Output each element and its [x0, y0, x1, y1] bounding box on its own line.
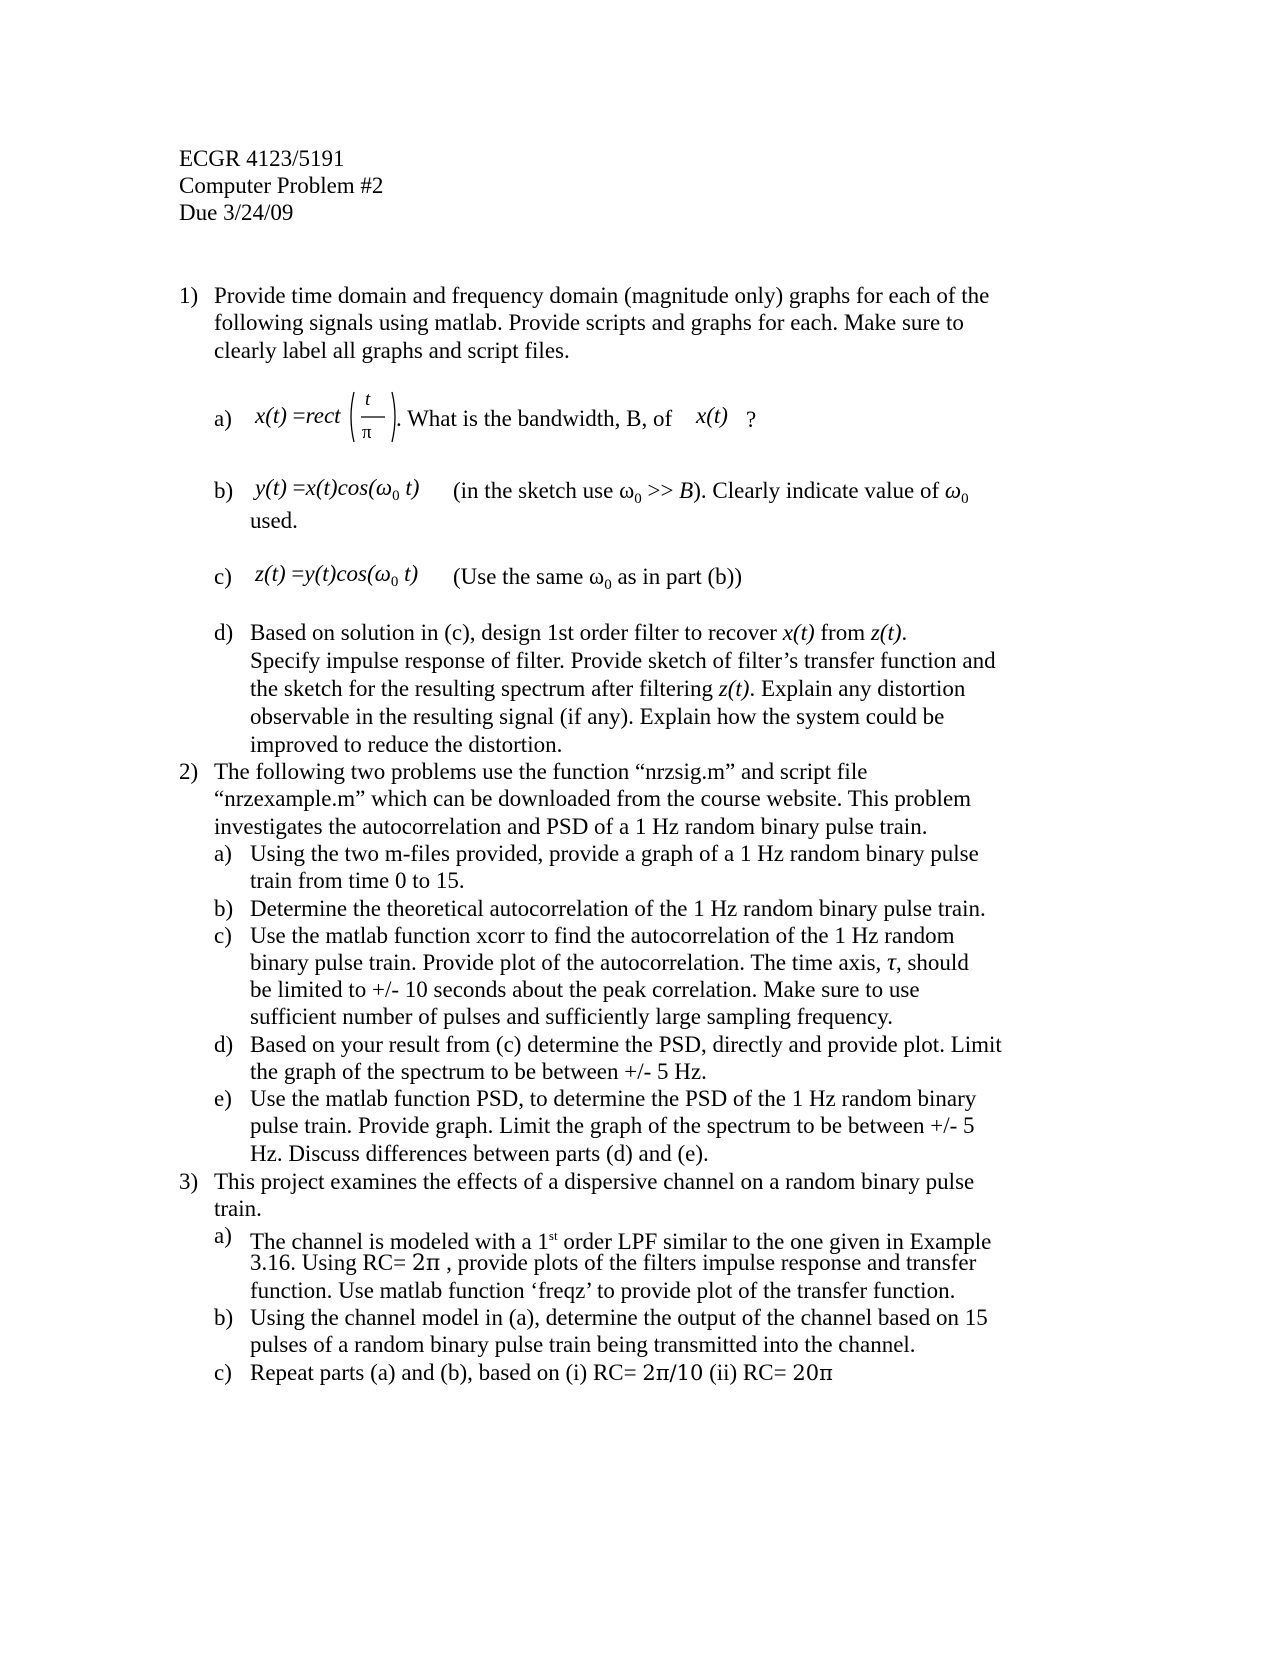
signal-z: z(t) [718, 676, 750, 701]
problem-2-number: 2) [179, 759, 199, 784]
omega-subscript: 0 [634, 491, 642, 507]
eq-sign: = [292, 403, 306, 428]
bandwidth-symbol: B [679, 478, 694, 503]
item-2b-label: b) [214, 896, 234, 921]
item-1a-equation [255, 402, 341, 430]
item-2c-line: be limited to +/- 10 seconds about the peak correlation. Make sure to use [250, 977, 920, 1002]
item-2e-line: pulse train. Provide graph. Limit the graph of the spectrum to be between +/- 5 [250, 1113, 975, 1138]
much-greater-symbol: >> [647, 478, 674, 503]
fraction-denominator: π [362, 422, 372, 443]
item-1b-equation [255, 474, 419, 510]
rc-value: 2π [411, 1251, 441, 1276]
item-1a-signal: x(t) [696, 403, 728, 428]
item-3a-label: a) [214, 1223, 232, 1248]
item-2d-line: Based on your result from (c) determine the PSD, directly and provide plot. Limit [250, 1032, 1002, 1057]
omega-subscript: 0 [961, 491, 969, 507]
item-1c-label: c) [214, 564, 232, 589]
item-3a-line: function. Use matlab function ‘freqz’ to provide plot of the transfer function. [250, 1278, 956, 1303]
tau-symbol: τ [887, 949, 896, 976]
item-3c-label: c) [214, 1360, 232, 1385]
item-2a-line: train from time 0 to 15. [250, 868, 465, 893]
item-3b-line: pulses of a random binary pulse train being transmitted into the channel. [250, 1332, 916, 1357]
text-fragment: (Use the same [453, 564, 584, 589]
item-2e-line: Use the matlab function PSD, to determine the PSD of the 1 Hz random binary [250, 1086, 977, 1111]
item-2a-label: a) [214, 841, 232, 866]
item-2c-line: Use the matlab function xcorr to find the autocorrelation of the 1 Hz random [250, 923, 955, 948]
problem-2-line: investigates the autocorrelation and PSD of a 1 Hz random binary pulse train. [214, 814, 928, 839]
item-1b-text [453, 477, 969, 513]
eq-rhs: x(t)cos(ω [305, 475, 393, 500]
text-fragment: Repeat parts (a) and (b), based on (i) RC= [250, 1360, 637, 1385]
text-fragment: , should [895, 950, 969, 975]
ordinal-superscript: st [548, 1228, 558, 1243]
eq-rhs-end: t) [398, 561, 419, 586]
eq-subscript: 0 [392, 488, 400, 504]
item-1a-question-mark: ? [746, 407, 757, 432]
problem-2-line: The following two problems use the function “nrzsig.m” and script file [214, 759, 868, 784]
problem-3-line: train. [214, 1196, 262, 1221]
item-2e-line: Hz. Discuss differences between parts (d) and (e). [250, 1141, 709, 1166]
text-fragment: Based on solution in (c), design 1st order filter to recover [250, 620, 777, 645]
text-fragment: 3.16. Using RC= [250, 1250, 407, 1275]
item-1c-equation [255, 560, 418, 596]
problem-3-number: 3) [179, 1169, 199, 1194]
text-fragment: from [820, 620, 866, 645]
eq-rhs-end: t) [399, 475, 420, 500]
fraction-numerator: t [365, 389, 371, 410]
problem-1-line: clearly label all graphs and script files. [214, 338, 570, 363]
item-3a-line [250, 1249, 976, 1278]
text-fragment: The channel is modeled with a 1 [250, 1229, 549, 1254]
text-fragment: , provide plots of the filters impulse response and transfer [446, 1250, 977, 1275]
item-1c-text [453, 563, 742, 599]
item-3b-label: b) [214, 1305, 234, 1330]
omega-subscript: 0 [604, 577, 612, 593]
problem-2-line: “nrzexample.m” which can be downloaded from the course website. This problem [214, 786, 972, 811]
item-1d-line [250, 675, 965, 703]
item-2c-line: sufficient number of pulses and sufficiently large sampling frequency. [250, 1004, 893, 1029]
eq-subscript: 0 [390, 574, 399, 590]
text-fragment: . [901, 620, 908, 645]
problem-1-line: Provide time domain and frequency domain (magnitude only) graphs for each of the [214, 283, 990, 308]
eq-lhs: x(t) [255, 403, 287, 428]
text-fragment: the sketch for the resulting spectrum after filtering [250, 676, 714, 701]
text-fragment: (ii) RC= [709, 1360, 787, 1385]
problem-1-number: 1) [179, 283, 199, 308]
item-2d-label: d) [214, 1032, 234, 1057]
item-1a-label: a) [214, 406, 232, 431]
text-fragment: as in part (b)) [617, 564, 742, 589]
signal-x: x(t) [782, 620, 815, 645]
signal-z: z(t) [870, 620, 902, 645]
item-3b-line: Using the channel model in (a), determine the output of the channel based on 15 [250, 1305, 988, 1330]
text-fragment: binary pulse train. Provide plot of the autocorrelation. The time axis, [250, 950, 882, 975]
item-1d-line: improved to reduce the distortion. [250, 732, 563, 757]
item-2b-line: Determine the theoretical autocorrelation of the 1 Hz random binary pulse train. [250, 896, 986, 921]
item-2c-label: c) [214, 923, 232, 948]
text-fragment: . Explain any distortion [749, 676, 966, 701]
eq-lhs: z(t) [255, 561, 286, 586]
omega-symbol: ω [944, 478, 962, 503]
rc-value-ii: 20π [792, 1361, 833, 1385]
omega-symbol: ω [589, 564, 605, 589]
item-1b-label: b) [214, 478, 234, 503]
rect-function: rect [305, 403, 341, 428]
item-1a-question: . What is the bandwidth, B, of [396, 406, 673, 431]
item-1d-line: observable in the resulting signal (if any). Explain how the system could be [250, 704, 945, 729]
problem-3-line: This project examines the effects of a dispersive channel on a random binary pulse [214, 1169, 975, 1194]
item-2d-line: the graph of the spectrum to be between +/- 5 Hz. [250, 1059, 707, 1084]
omega-symbol: ω [619, 478, 635, 503]
eq-sign: = [291, 561, 305, 586]
course-number: ECGR 4123/5191 [179, 146, 345, 171]
text-fragment: ). Clearly indicate value of [693, 478, 940, 503]
item-2a-line: Using the two m-files provided, provide a graph of a 1 Hz random binary pulse [250, 841, 979, 866]
eq-lhs: y(t) [255, 475, 287, 500]
text-fragment: (in the sketch use [453, 478, 614, 503]
rc-value-i: 2π/10 [642, 1361, 704, 1385]
text-fragment: order LPF similar to the one given in Example [557, 1229, 992, 1254]
eq-rhs: y(t)cos(ω [304, 561, 391, 586]
due-date: Due 3/24/09 [179, 200, 294, 225]
item-1d-line [250, 619, 907, 647]
item-3c-line [250, 1359, 833, 1387]
item-1d-label: d) [214, 620, 234, 645]
assignment-title: Computer Problem #2 [179, 173, 384, 198]
item-2e-label: e) [214, 1086, 232, 1111]
item-1b-line: used. [250, 508, 298, 533]
item-1d-line: Specify impulse response of filter. Provide sketch of filter’s transfer function and [250, 648, 996, 673]
eq-sign: = [292, 475, 306, 500]
problem-1-line: following signals using matlab. Provide scripts and graphs for each. Make sure to [214, 310, 964, 335]
item-2c-line [250, 949, 969, 977]
